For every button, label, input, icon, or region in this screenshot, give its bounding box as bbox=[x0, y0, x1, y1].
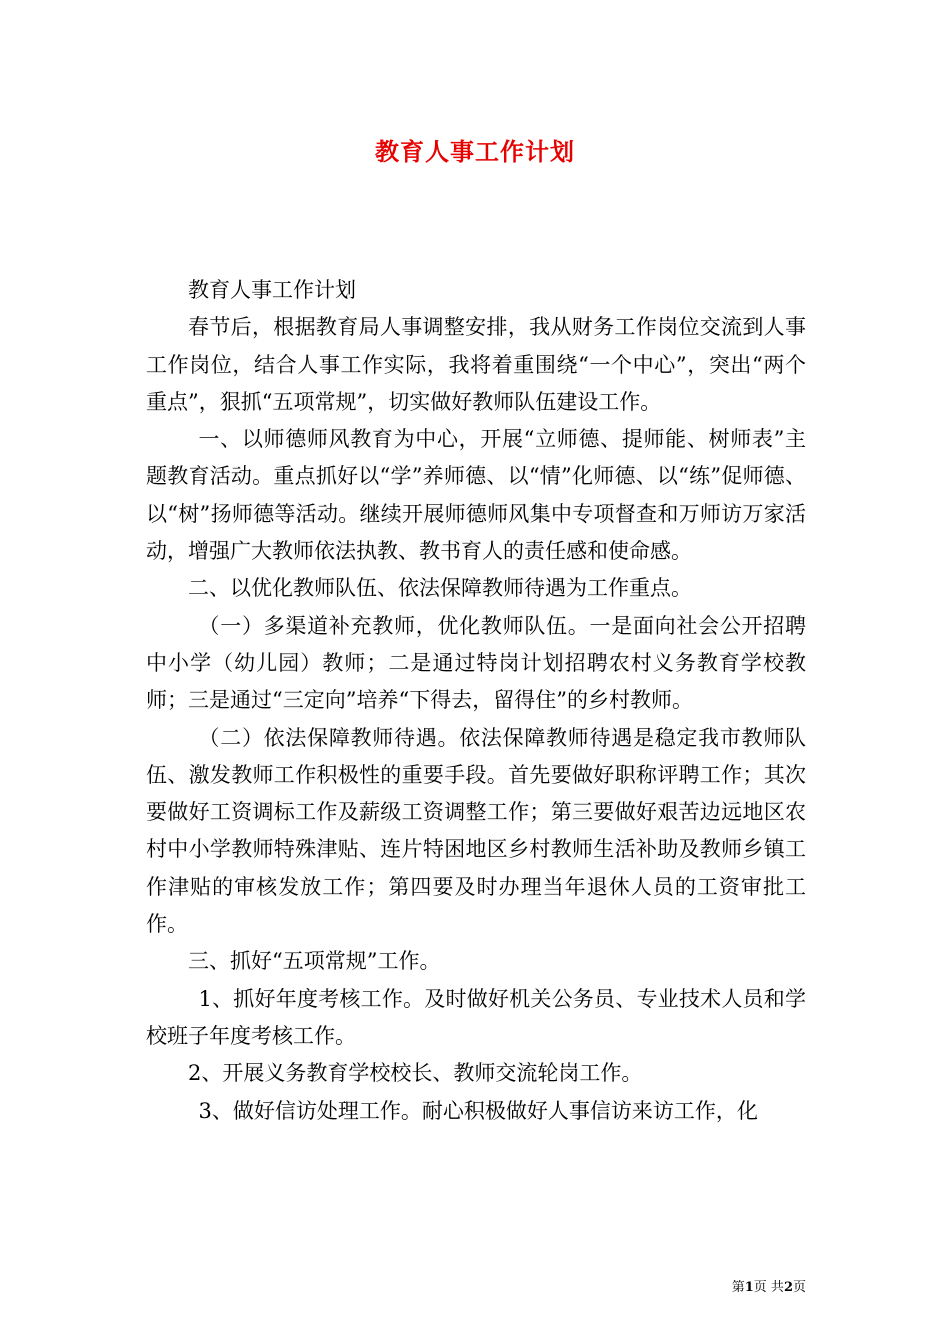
paragraph-section-3: 三、抓好“五项常规”工作。 bbox=[188, 949, 441, 974]
footer-total-pages: 2 bbox=[783, 1280, 793, 1295]
paragraph-intro: 春节后，根据教育局人事调整安排，我从财务工作岗位交流到人事工作岗位，结合人事工作实际，我将着重围绕“一个中心”，突出“两个重点”，狠抓“五项常规”，切实做好教师队伍建设工作。 bbox=[146, 315, 806, 414]
paragraph-section-1: 一、以师德师风教育为中心，开展“立师德、提师能、树师表”主题教育活动。重点抓好以“学”养师德、以“情”化师德、以“练”促师德、以“树”扬师德等活动。继续开展师德师风集中专项督查和万师访万家活动，增强广大教师依法执教、教书育人的责任感和使命感。 bbox=[146, 427, 806, 564]
document-body bbox=[146, 272, 806, 1130]
page-title: 教育人事工作计划 bbox=[375, 137, 575, 166]
paragraph-item-3: 3、做好信访处理工作。耐心积极做好人事信访来访工作，化 bbox=[198, 1098, 758, 1123]
paragraph-item-2: 2、开展义务教育学校校长、教师交流轮岗工作。 bbox=[188, 1061, 643, 1086]
paragraph-section-2-1: （一）多渠道补充教师，优化教师队伍。一是面向社会公开招聘中小学（幼儿园）教师；二是通过特岗计划招聘农村义务教育学校教师；三是通过“三定向”培养“下得去，留得住”的乡村教师。 bbox=[146, 613, 806, 713]
paragraph-section-2-2: （二）依法保障教师待遇。依法保障教师待遇是稳定我市教师队伍、激发教师工作积极性的重要手段。首先要做好职称评聘工作；其次要做好工资调标工作及薪级工资调整工作；第三要做好艰苦边远地区农村中小学教师特殊津贴、连片特困地区乡村教师生活补助及教师乡镇工作津贴的审核发放工作；第四要及时办理当年退休人员的工资审批工作。 bbox=[146, 725, 806, 937]
page-footer bbox=[732, 1276, 806, 1295]
footer-middle: 页 共 bbox=[753, 1280, 784, 1295]
footer-prefix: 第 bbox=[731, 1280, 745, 1295]
paragraph-item-1: 1、抓好年度考核工作。及时做好机关公务员、专业技术人员和学校班子年度考核工作。 bbox=[146, 986, 806, 1048]
footer-current-page: 1 bbox=[744, 1280, 754, 1295]
paragraph-section-2: 二、以优化教师队伍、依法保障教师待遇为工作重点。 bbox=[188, 576, 692, 601]
footer-suffix: 页 bbox=[792, 1280, 806, 1295]
body-heading: 教育人事工作计划 bbox=[188, 278, 356, 302]
